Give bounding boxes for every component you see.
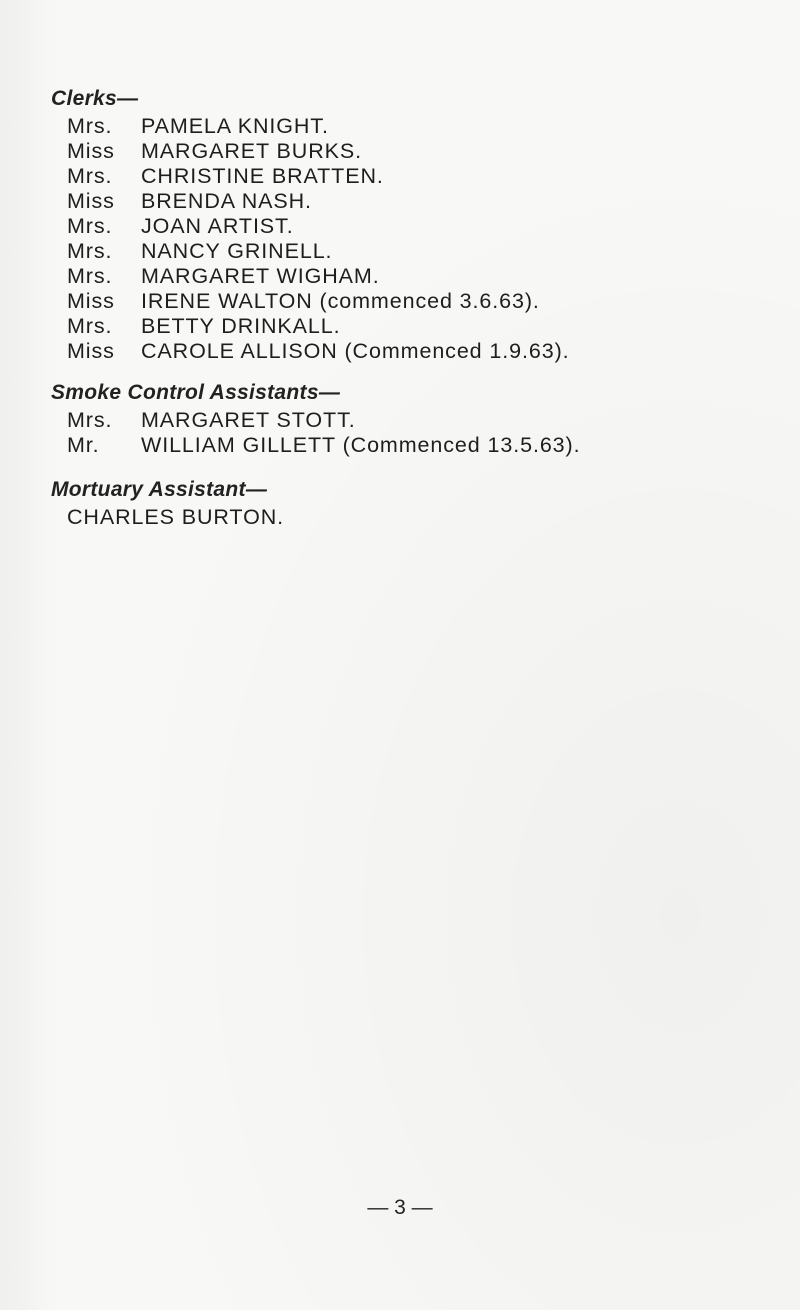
staff-name: CHRISTINE BRATTEN. xyxy=(141,164,384,188)
staff-entry xyxy=(67,214,294,239)
staff-title: Miss xyxy=(67,139,115,163)
staff-title: Mrs. xyxy=(67,214,113,238)
staff-entry xyxy=(67,239,332,264)
staff-name: CAROLE ALLISON (Commenced 1.9.63). xyxy=(141,339,570,363)
staff-name: BETTY DRINKALL. xyxy=(141,314,341,338)
staff-entry xyxy=(67,505,284,530)
staff-name: MARGARET WIGHAM. xyxy=(141,264,380,288)
staff-title: Mrs. xyxy=(67,314,113,338)
staff-entry xyxy=(67,114,329,139)
staff-name: WILLIAM GILLETT (Commenced 13.5.63). xyxy=(141,433,581,457)
staff-name: CHARLES BURTON. xyxy=(67,505,285,529)
page-number: — 3 — xyxy=(367,1196,433,1219)
staff-title: Miss xyxy=(67,339,115,363)
staff-title: Mrs. xyxy=(67,164,113,188)
staff-title: Mrs. xyxy=(67,114,113,138)
staff-title: Miss xyxy=(67,289,115,313)
staff-entry xyxy=(67,139,362,164)
staff-entry xyxy=(67,339,570,364)
staff-entry xyxy=(67,189,312,214)
staff-entry xyxy=(67,164,384,189)
staff-title: Mrs. xyxy=(67,408,113,432)
staff-name: NANCY GRINELL. xyxy=(141,239,333,263)
section-heading-mortuary: Mortuary Assistant— xyxy=(51,478,268,501)
staff-entry xyxy=(67,264,380,289)
section-heading-clerks: Clerks— xyxy=(51,87,139,110)
staff-name: MARGARET BURKS. xyxy=(141,139,362,163)
staff-name: PAMELA KNIGHT. xyxy=(141,114,329,138)
staff-name: IRENE WALTON (commenced 3.6.63). xyxy=(141,289,540,313)
staff-entry xyxy=(67,433,580,458)
staff-title: Mr. xyxy=(67,433,100,457)
staff-title: Miss xyxy=(67,189,115,213)
staff-title: Mrs. xyxy=(67,239,113,263)
staff-name: MARGARET STOTT. xyxy=(141,408,356,432)
staff-entry xyxy=(67,314,341,339)
staff-name: BRENDA NASH. xyxy=(141,189,312,213)
staff-entry xyxy=(67,408,356,433)
staff-entry xyxy=(67,289,540,314)
staff-name: JOAN ARTIST. xyxy=(141,214,294,238)
section-heading-smoke-control: Smoke Control Assistants— xyxy=(51,381,341,404)
staff-title: Mrs. xyxy=(67,264,113,288)
